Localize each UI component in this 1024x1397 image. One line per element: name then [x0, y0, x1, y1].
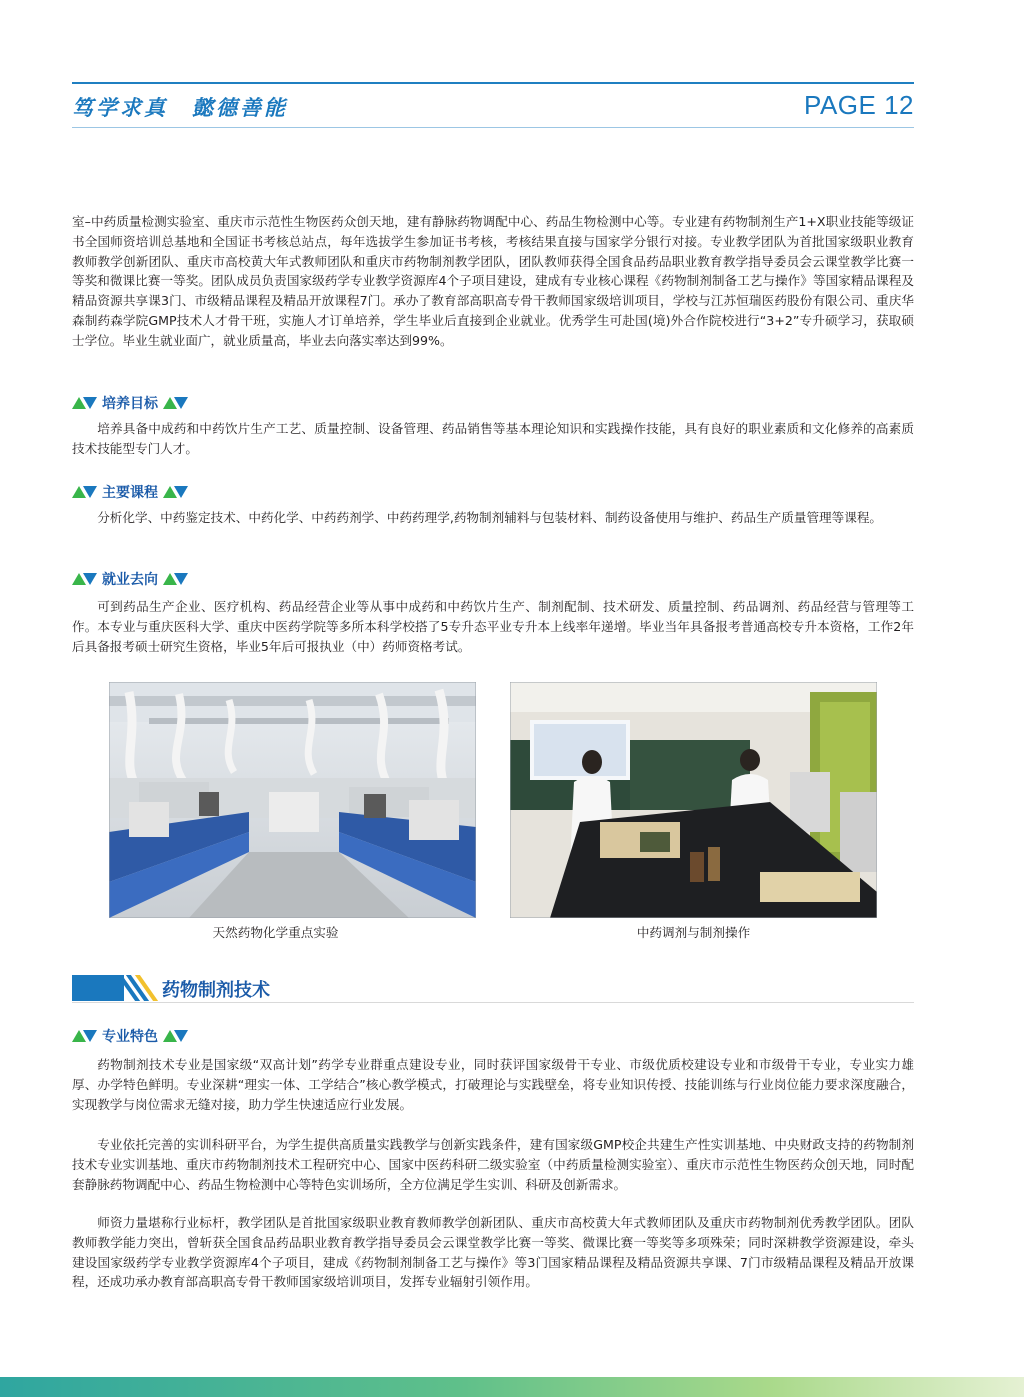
classroom-photo	[510, 682, 877, 918]
subhead-label: 主要课程	[102, 485, 158, 501]
section-accent-block	[72, 975, 124, 1001]
footer-gradient-bar	[0, 1377, 1024, 1397]
triangle-icon	[163, 397, 188, 409]
triangle-icon	[72, 573, 97, 585]
triangle-icon	[72, 1030, 97, 1042]
major-paragraph-2: 专业依托完善的实训科研平台，为学生提供高质量实践教学与创新实践条件，建有国家级GMP校企共建生产性实训基地、中央财政支持的药物制剂技术专业实训基地、重庆市药物制剂技术工程研究中心、国家中医药科研二级实验室（中药质量检测实验室）、重庆市示范性生物医药众创天地，同时配套静脉药物调配中心、药品生物检测中心等特色实训场所，全方位满足学生实训、科研及创新需求。	[72, 1137, 914, 1192]
lab-photo	[109, 682, 476, 918]
major-paragraph-3: 师资力量堪称行业标杆，教学团队是首批国家级职业教育教师教学创新团队、重庆市高校黄大年式教师团队及重庆市药物制剂优秀教学团队。团队教师教学能力突出，曾斩获全国食品药品职业教育教学指导委员会云课堂教学比赛一等奖、微课比赛一等奖等多项殊荣；同时深耕教学资源建设，牵头建设国家级药学专业教学资源库4个子项目，建成《药物制剂制备工艺与操作》等3门国家精品课程及精品资源共享课、7门市级精品课程及精品开放课程，还成功承办教育部高职高专骨干教师国家级培训项目，发挥专业辐射引领作用。	[72, 1215, 914, 1290]
lab-photo-caption: 天然药物化学重点实验	[212, 925, 339, 940]
header-top-rule	[72, 82, 914, 84]
triangle-icon	[72, 486, 97, 498]
major-paragraph-1: 药物制剂技术专业是国家级“双高计划”药学专业群重点建设专业，同时获评国家级骨干专业、市级优质校建设专业和市级骨干专业，专业实力雄厚、办学特色鲜明。专业深耕“理实一体、工学结合”核心教学模式，打破理论与实践壁垒，将专业知识传授、技能训练与行业岗位能力要求深度融合，实现教学与岗位需求无缝对接，助力学生快速适应行业发展。	[72, 1057, 914, 1112]
triangle-icon	[163, 573, 188, 585]
header-bottom-rule	[72, 127, 914, 128]
employment-text: 可到药品生产企业、医疗机构、药品经营企业等从事中成药和中药饮片生产、制剂配制、技术研发、质量控制、药品调剂、药品经营与管理等工作。本专业与重庆医科大学、重庆中医药学院等多所本科学校搭了5专升态平业专升本上线率年递增。毕业当年具备报考普通高校专升本资格，工作2年后具备报考硕士研究生资格，毕业5年后可报执业（中）药师资格考试。	[72, 599, 914, 654]
subhead-label: 就业去向	[102, 572, 158, 588]
intro-paragraph: 室–中药质量检测实验室、重庆市示范性生物医药众创天地，建有静脉药物调配中心、药品生物检测中心等。专业建有药物制剂生产1+X职业技能等级证书全国师资培训总基地和全国证书考核总站点，每年选拔学生参加证书考核，考核结果直接与国家学分银行对接。专业教学团队为首批国家级职业教育教师教学创新团队、重庆市高校黄大年式教师团队和重庆市药物制剂教学团队，团队教师获得全国食品药品职业教育教学指导委员会云课堂教学比赛一等奖和微课比赛一等奖。团队成员负责国家级药学专业教学资源库4个子项目建设，建成有专业核心课程《药物制剂制备工艺与操作》等国家精品课程及精品资源共享课3门、市级精品课程及精品开放课程7门。承办了教育部高职高专骨干教师国家级培训项目，学校与江苏恒瑞医药股份有限公司、重庆华森制药森学院GMP技术人才骨干班，实施人才订单培养，学生毕业后直接到企业就业。优秀学生可赴国(境)外合作院校进行“3+2”专升硕学习，获取硕士学位。毕业生就业面广，就业质量高，毕业去向落实率达到99%。	[72, 214, 914, 348]
major-section-header	[72, 975, 914, 1003]
section-underline	[72, 1002, 914, 1003]
subhead-major-features	[72, 1026, 188, 1046]
triangle-icon	[163, 486, 188, 498]
section-title: 药物制剂技术	[162, 980, 270, 1001]
triangle-icon	[72, 397, 97, 409]
subhead-training-goal	[72, 393, 188, 413]
training-goal-text: 培养具备中成药和中药饮片生产工艺、质量控制、设备管理、药品销售等基本理论知识和实践操作技能，具有良好的职业素质和文化修养的高素质技术技能型专门人才。	[72, 421, 914, 456]
triangle-icon	[163, 1030, 188, 1042]
subhead-main-courses	[72, 482, 188, 502]
header-motto: 笃学求真 懿德善能	[72, 95, 288, 120]
classroom-photo-caption: 中药调剂与制剂操作	[636, 925, 751, 940]
page-number: PAGE 12	[804, 90, 914, 120]
main-courses-text: 分析化学、中药鉴定技术、中药化学、中药药剂学、中药药理学,药物制剂辅料与包装材料、制药设备使用与维护、药品生产质量管理等课程。	[97, 510, 883, 525]
subhead-label: 培养目标	[102, 396, 158, 412]
subhead-employment	[72, 569, 188, 589]
subhead-label: 专业特色	[102, 1029, 158, 1045]
